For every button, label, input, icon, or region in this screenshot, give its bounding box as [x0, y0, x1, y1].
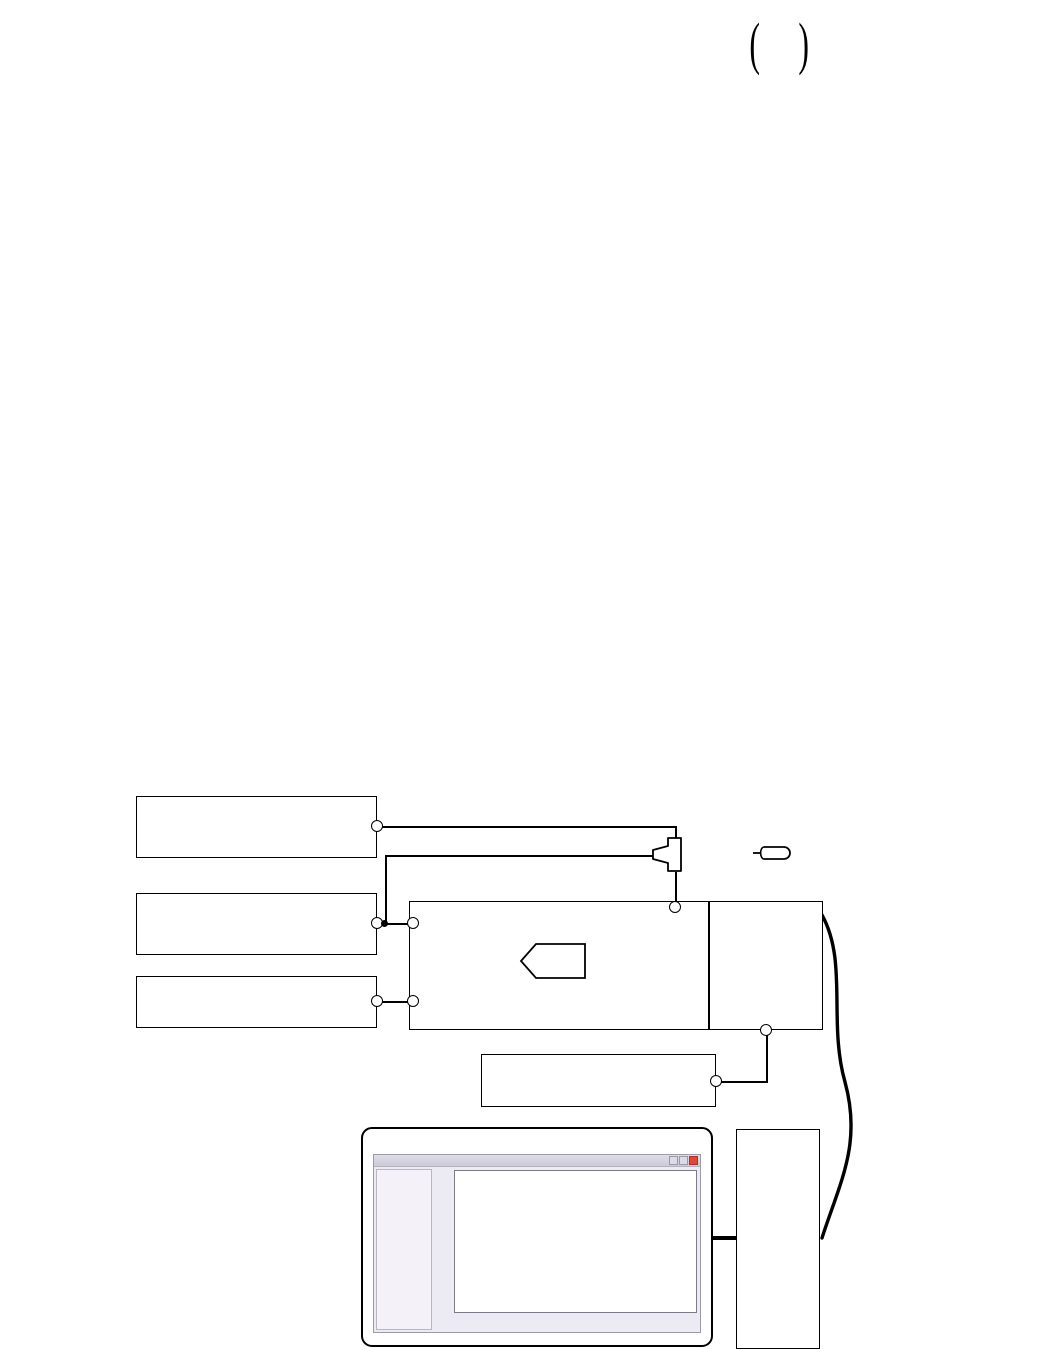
wire-tee-down-to-encode: [385, 855, 387, 924]
shorting-bar-icon: [752, 843, 794, 863]
wire-tee-left-stub: [385, 855, 660, 857]
analog-output-port: [371, 820, 383, 832]
formula-numerator: [765, 35, 781, 53]
fifo-supply-input-port: [760, 1024, 772, 1036]
wire-bottom-supply-to-fifo: [716, 1081, 768, 1083]
close-button[interactable]: [689, 1156, 698, 1165]
window-buttons[interactable]: [669, 1156, 698, 1165]
test-setup-diagram: [0, 382, 1043, 1002]
tee-adapter-icon: [651, 837, 691, 875]
analog-source-box: [136, 796, 377, 858]
window-titlebar[interactable]: [374, 1155, 700, 1167]
bottom-supply-box: [481, 1054, 716, 1107]
left-supply-box: [136, 976, 377, 1028]
measurement-stats-panel: [376, 1169, 432, 1330]
monitor-bezel: [361, 1127, 713, 1347]
right-text-column: [524, 0, 1024, 90]
adc-analyzer-window[interactable]: [373, 1154, 701, 1333]
minimize-button[interactable]: [669, 1156, 678, 1165]
encode-source-box: [136, 893, 377, 955]
waveform-svg: [455, 1171, 696, 1312]
formula-fraction: [765, 33, 793, 55]
window-body: [374, 1167, 700, 1332]
wire-fifo-supply-down: [766, 1028, 768, 1083]
plot-area: [434, 1169, 698, 1330]
left-supply-output-port: [371, 995, 383, 1007]
pc-box: [736, 1129, 820, 1349]
junction-dot: [381, 920, 388, 927]
encode-input-port: [407, 917, 419, 929]
formula-denominator: [781, 34, 793, 52]
left-text-column: [22, 0, 492, 14]
adc-fifo-board-box: [709, 901, 823, 1030]
wire-tee-to-analog-input: [675, 872, 677, 902]
supply-input-port: [407, 995, 419, 1007]
wire-analog-source-to-tee: [377, 826, 677, 828]
waveform-plot: [454, 1170, 697, 1313]
aperture-delay-formula: ( ): [749, 11, 809, 76]
maximize-button[interactable]: [679, 1156, 688, 1165]
bottom-supply-output-port: [710, 1075, 722, 1087]
adc-dut-shape: [519, 942, 587, 980]
analog-input-port: [669, 901, 681, 913]
